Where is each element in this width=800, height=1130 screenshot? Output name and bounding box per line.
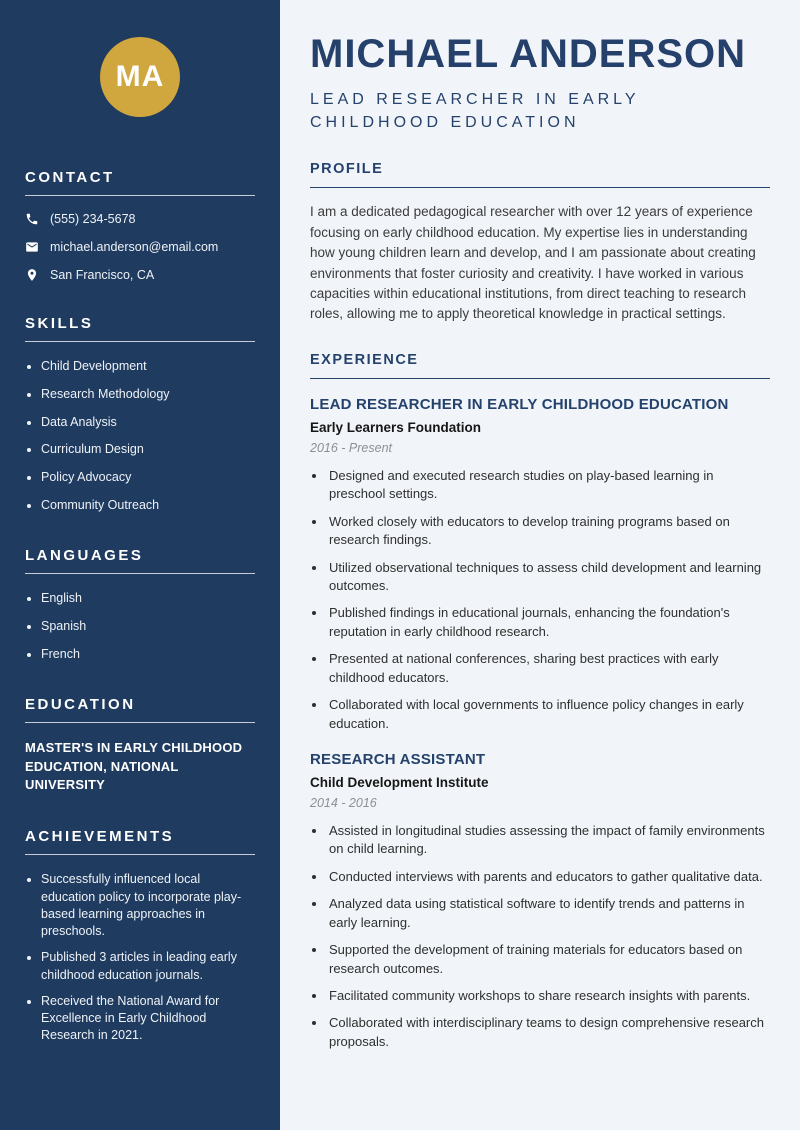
achievements-list bbox=[25, 871, 255, 1044]
page-title: MICHAEL ANDERSON bbox=[310, 32, 747, 76]
contact-section bbox=[25, 169, 255, 282]
profile-text: I am a dedicated pedagogical researcher with over 12 years of experience focusing on early childhood education. My expertise lies in understanding how young children learn and develop, and I am passionate about creating environments that foster curiosity and creativity. I have worked in various capacities within educational institutions, from direct teaching to research roles, allowing me to apply theoretical knowledge in practical settings. bbox=[310, 204, 756, 322]
avatar-initials: MA bbox=[115, 60, 165, 93]
contact-item-email bbox=[25, 240, 255, 254]
phone-value: (555) 234-5678 bbox=[50, 212, 136, 226]
email-icon bbox=[25, 240, 39, 254]
skill-item: • Curriculum Design bbox=[41, 441, 255, 458]
skills-section bbox=[25, 315, 255, 514]
avatar bbox=[100, 37, 180, 117]
location-icon bbox=[25, 268, 39, 282]
achievements-section bbox=[25, 828, 255, 1044]
achievement-item: • Received the National Award for Excellence in Early Childhood Research in 2021. bbox=[41, 993, 255, 1045]
contact-item-phone bbox=[25, 212, 255, 226]
skill-item: • Community Outreach bbox=[41, 497, 255, 514]
achievement-item: • Successfully influenced local education policy to incorporate play-based learning approaches in preschools. bbox=[41, 871, 255, 940]
language-item: • French bbox=[41, 646, 255, 663]
contact-heading: CONTACT bbox=[25, 169, 255, 196]
job-bullet: • Analyzed data using statistical software to identify trends and patterns in early learning. bbox=[327, 895, 770, 932]
job-subtitle: LEAD RESEARCHER IN EARLY CHILDHOOD EDUCATION bbox=[310, 91, 640, 132]
education-degree: MASTER'S IN EARLY CHILDHOOD EDUCATION, NATIONAL UNIVERSITY bbox=[25, 739, 243, 793]
job-bullet: • Collaborated with interdisciplinary teams to design comprehensive research proposals. bbox=[327, 1014, 770, 1051]
profile-heading: PROFILE bbox=[310, 161, 770, 188]
job-bullet: • Worked closely with educators to develop training programs based on research findings. bbox=[327, 513, 770, 550]
job-dates: 2014 - 2016 bbox=[310, 795, 377, 810]
skill-item: • Data Analysis bbox=[41, 414, 255, 431]
achievements-heading: ACHIEVEMENTS bbox=[25, 828, 255, 855]
sidebar bbox=[0, 0, 280, 1130]
job-bullet: • Collaborated with local governments to influence policy changes in early education. bbox=[327, 696, 770, 733]
job-dates: 2016 - Present bbox=[310, 440, 392, 455]
job-bullet: • Assisted in longitudinal studies assessing the impact of family environments on child learning. bbox=[327, 822, 770, 859]
main-content bbox=[280, 0, 800, 1130]
languages-section bbox=[25, 547, 255, 663]
skill-item: • Policy Advocacy bbox=[41, 469, 255, 486]
experience-heading: EXPERIENCE bbox=[310, 352, 770, 379]
job-bullet: • Utilized observational techniques to assess child development and learning outcomes. bbox=[327, 559, 770, 596]
achievement-item: • Published 3 articles in leading early childhood education journals. bbox=[41, 949, 255, 984]
job-bullet-list bbox=[310, 467, 770, 734]
job-bullet-list bbox=[310, 822, 770, 1052]
job-company: Child Development Institute bbox=[310, 774, 489, 790]
job-bullet: • Presented at national conferences, sharing best practices with early childhood educators. bbox=[327, 650, 770, 687]
job-title: LEAD RESEARCHER IN EARLY CHILDHOOD EDUCATION bbox=[310, 395, 729, 413]
skills-heading: SKILLS bbox=[25, 315, 255, 342]
job-bullet: • Supported the development of training materials for educators based on research outcomes. bbox=[327, 941, 770, 978]
phone-icon bbox=[25, 212, 39, 226]
language-item: • Spanish bbox=[41, 618, 255, 635]
education-section bbox=[25, 696, 255, 796]
contact-item-location bbox=[25, 268, 255, 282]
language-item: • English bbox=[41, 590, 255, 607]
languages-heading: LANGUAGES bbox=[25, 547, 255, 574]
job-bullet: • Facilitated community workshops to share research insights with parents. bbox=[327, 987, 770, 1006]
skill-item: • Child Development bbox=[41, 358, 255, 375]
job-bullet: • Designed and executed research studies on play-based learning in preschool settings. bbox=[327, 467, 770, 504]
education-heading: EDUCATION bbox=[25, 696, 255, 723]
job-entry-1 bbox=[310, 396, 770, 734]
contact-list bbox=[25, 212, 255, 282]
languages-list bbox=[25, 590, 255, 663]
job-title: RESEARCH ASSISTANT bbox=[310, 750, 486, 768]
job-bullet: • Conducted interviews with parents and educators to gather qualitative data. bbox=[327, 868, 770, 887]
email-value: michael.anderson@email.com bbox=[50, 240, 219, 254]
job-bullet: • Published findings in educational journals, enhancing the foundation's reputation in early childhood research. bbox=[327, 604, 770, 641]
location-value: San Francisco, CA bbox=[50, 268, 155, 282]
skill-item: • Research Methodology bbox=[41, 386, 255, 403]
skills-list bbox=[25, 358, 255, 514]
job-entry-2 bbox=[310, 751, 770, 1052]
job-company: Early Learners Foundation bbox=[310, 419, 482, 435]
